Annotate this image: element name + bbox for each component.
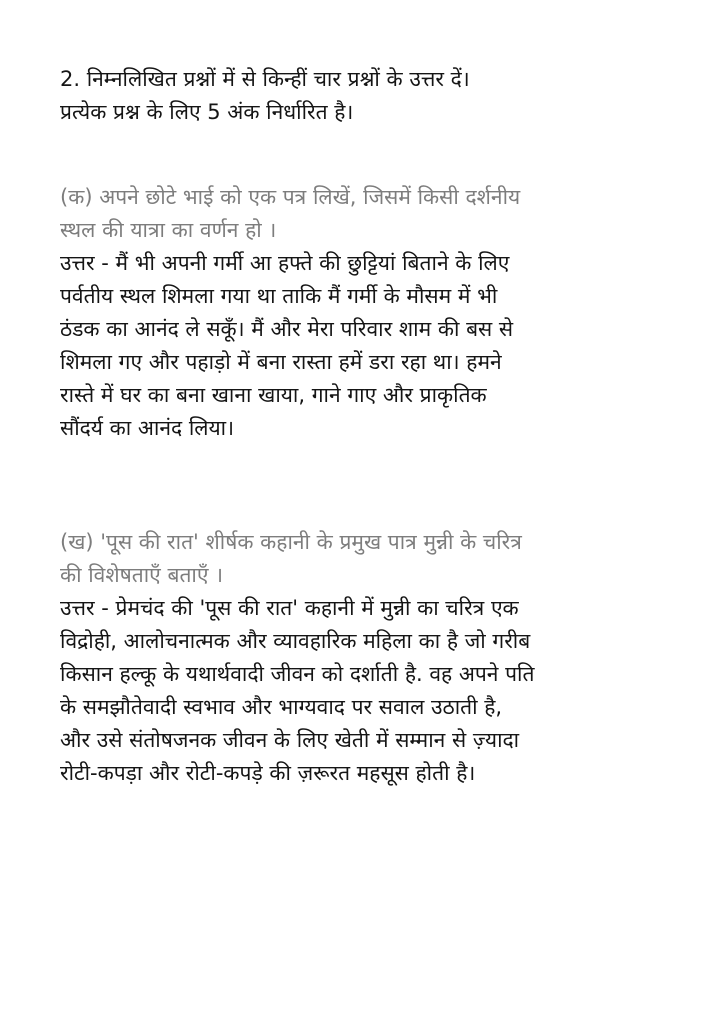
question-kha: (ख) 'पूस की रात' शीर्षक कहानी के प्रमुख पात्र मुन्नी के चरित्र की विशेषताएँ बताएँ । <box>60 530 522 587</box>
instruction-text: 2. निम्नलिखित प्रश्नों में से किन्हीं चार प्रश्नों के उत्तर दें। प्रत्येक प्रश्न के लिए 5 अंक निर्धारित है। <box>60 67 470 124</box>
answer-ka: उत्तर - मैं भी अपनी गर्मी आ हफ्ते की छुट्टियां बिताने के लिए पर्वतीय स्थल शिमला गया था ताकि मैं गर्मी के मौसम में भी ठंडक का आनंद ले सकूँ। मैं और मेरा परिवार शाम की बस से शिमला गए और पहाड़ो में बना रास्ता हमें डरा रहा था। हमने रास्ते में घर का बना खाना खाया, गाने गाए और प्राकृतिक सौंदर्य का आनंद लिया। <box>60 251 514 440</box>
answer-kha: उत्तर - प्रेमचंद की 'पूस की रात' कहानी में मुन्नी का चरित्र एक विद्रोही, आलोचनात्मक और व्यावहारिक महिला का है जो गरीब किसान हल्कू के यथार्थवादी जीवन को दर्शाती है. वह अपने पति के समझौतेवादी स्वभाव और भाग्यवाद पर सवाल उठाती है, और उसे संतोषजनक जीवन के लिए खेती में सम्मान से ज़्यादा रोटी-कपड़ा और रोटी-कपड़े की ज़रूरत महसूस होती है। <box>60 596 535 785</box>
question-ka: (क) अपने छोटे भाई को एक पत्र लिखें, जिसमें किसी दर्शनीय स्थल की यात्रा का वर्णन हो । <box>60 185 521 242</box>
